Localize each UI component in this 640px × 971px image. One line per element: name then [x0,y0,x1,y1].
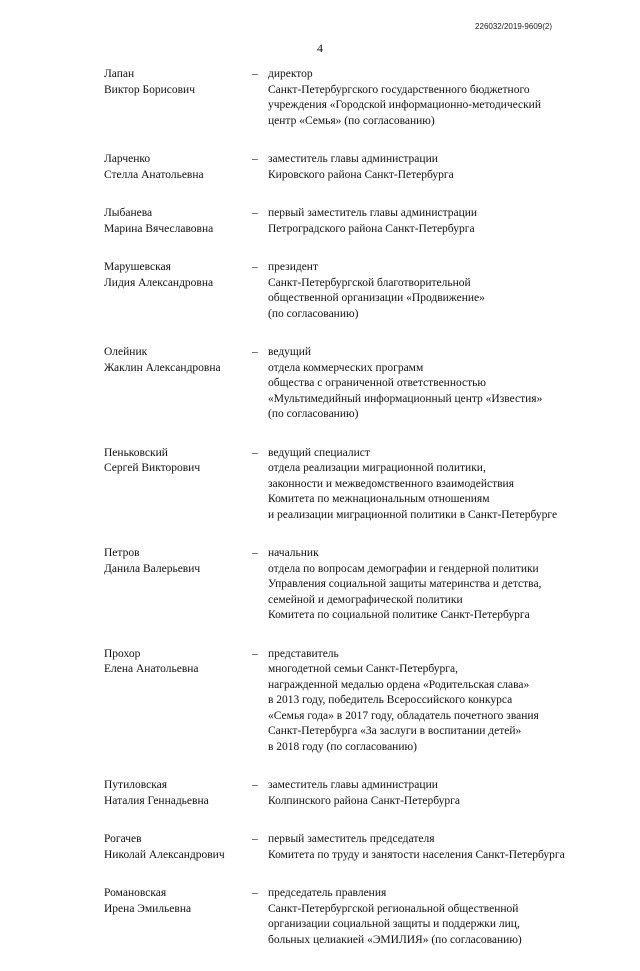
member-surname: Марушевская [104,261,171,273]
member-position [268,647,604,756]
position-line: законности и межведомственного взаимодействия [268,477,514,490]
member-surname: Романовская [104,887,167,899]
position-line: Петроградского района Санкт-Петербурга [268,222,475,235]
member-entry [104,546,604,624]
member-surname: Рогачев [104,833,142,845]
member-name [104,778,252,809]
position-line: первый заместитель главы администрации [268,207,478,219]
member-entry [104,832,604,863]
position-line: «Семья года» в 2017 году, обладатель почетного звания [268,709,539,722]
position-line: Колпинского района Санкт-Петербурга [268,794,460,807]
separator-dash: – [252,446,258,459]
page-number: 4 [317,41,323,55]
separator-dash: – [252,153,258,165]
position-line: в 2018 году (по согласованию) [268,740,417,753]
member-given-names: Елена Анатольевна [104,663,199,675]
member-surname: Путиловская [104,779,167,791]
position-line: (по согласованию) [268,408,359,420]
position-line: отдела реализации миграционной политики, [268,462,486,474]
position-line: Санкт-Петербургской региональной общественной [268,902,519,915]
member-position [268,546,604,624]
position-line: Санкт-Петербургского государственного бюджетного [268,83,530,96]
separator-dash: – [252,833,258,845]
separator-dash: – [252,779,258,791]
member-given-names: Наталия Геннадьевна [104,794,209,807]
position-line: отдела по вопросам демографии и гендерной политики [268,562,539,575]
position-line: Комитета по межнациональным отношениям [268,493,490,505]
member-position [268,206,604,237]
position-line: президент [268,261,318,273]
member-surname: Лапан [104,68,135,80]
member-name [104,345,252,423]
position-line: (по согласованию) [268,307,359,320]
member-name [104,446,252,524]
member-entry [104,886,604,948]
member-position [268,886,604,948]
separator-dash: – [252,261,258,273]
member-position [268,832,604,863]
position-line: представитель [268,647,339,660]
member-list [104,67,604,971]
position-line: отдела коммерческих программ [268,361,424,374]
member-name [104,152,252,183]
position-line: начальник [268,547,319,559]
member-entry [104,260,604,322]
member-name [104,886,252,948]
position-line: директор [268,68,313,80]
position-line: многодетной семьи Санкт-Петербурга, [268,663,458,675]
member-given-names: Ирена Эмильевна [104,902,192,915]
position-line: центр «Семья» (по согласованию) [268,114,435,127]
position-line: семейной и демографической политики [268,593,463,606]
member-position [268,778,604,809]
position-line: Кировского района Санкт-Петербурга [268,168,454,181]
member-entry [104,446,604,524]
position-line: в 2013 году, победитель Всероссийского конкурса [268,694,513,706]
member-name [104,206,252,237]
member-given-names: Данила Валерьевич [104,562,201,575]
position-line: заместитель главы администрации [268,153,438,165]
document-code: 226032/2019-9609(2) [475,22,552,31]
member-entry [104,152,604,183]
position-line: «Мультимедийный информационный центр «Известия» [268,392,543,405]
member-surname: Олейник [104,346,148,358]
member-surname: Прохор [104,647,141,660]
member-surname: Петров [104,547,140,559]
member-position [268,152,604,183]
position-line: Комитета по социальной политике Санкт-Петербурга [268,609,530,621]
member-surname: Лыбанева [104,207,153,219]
position-line: общественной организации «Продвижение» [268,292,485,304]
position-line: Комитета по труду и занятости населения Санкт-Петербурга [268,848,565,861]
member-given-names: Марина Вячеславовна [104,222,214,235]
member-given-names: Лидия Александровна [104,276,214,289]
member-entry [104,67,604,129]
member-given-names: Виктор Борисович [104,83,195,96]
separator-dash: – [252,547,258,559]
member-name [104,546,252,624]
member-entry [104,647,604,756]
member-surname: Пеньковский [104,446,168,459]
position-line: общества с ограниченной ответственностью [268,377,486,389]
member-surname: Ларченко [104,153,151,165]
member-position [268,345,604,423]
member-position [268,260,604,322]
position-line: ведущий специалист [268,446,370,459]
member-entry [104,345,604,423]
member-given-names: Жаклин Александровна [104,361,221,374]
position-line: и реализации миграционной политики в Санкт-Петербурге [268,508,558,521]
separator-dash: – [252,346,258,358]
member-position [268,446,604,524]
member-position [268,67,604,129]
separator-dash: – [252,68,258,80]
member-name [104,647,252,756]
position-line: Санкт-Петербурга «За заслуги в воспитании детей» [268,725,522,737]
position-line: учреждения «Городской информационно-методический [268,99,541,111]
member-given-names: Стелла Анатольевна [104,168,204,181]
position-line: больных целиакией «ЭМИЛИЯ» (по согласованию) [268,933,522,946]
position-line: председатель правления [268,887,387,899]
position-line: Управления социальной защиты материнства и детства, [268,578,542,590]
member-entry [104,206,604,237]
position-line: ведущий [268,346,312,358]
position-line: заместитель главы администрации [268,779,438,791]
position-line: организации социальной защиты и поддержки лиц, [268,918,520,930]
position-line: первый заместитель председателя [268,833,435,845]
member-name [104,260,252,322]
position-line: Санкт-Петербургской благотворительной [268,276,471,289]
member-name [104,67,252,129]
member-given-names: Сергей Викторович [104,462,201,474]
position-line: награжденной медалью ордена «Родительская слава» [268,678,530,691]
separator-dash: – [252,207,258,219]
separator-dash: – [252,887,258,899]
separator-dash: – [252,647,258,660]
member-entry [104,778,604,809]
member-given-names: Николай Александрович [104,848,225,861]
member-name [104,832,252,863]
